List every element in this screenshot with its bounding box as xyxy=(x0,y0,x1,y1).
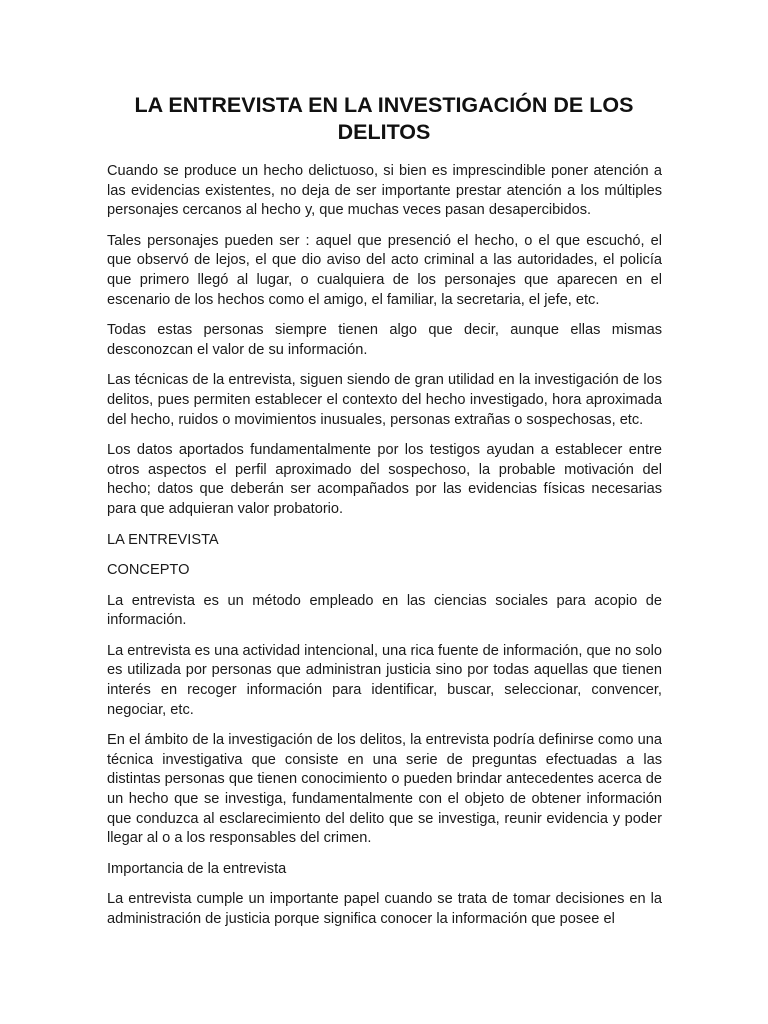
document-body xyxy=(107,162,662,941)
section-heading-entrevista: LA ENTREVISTA xyxy=(107,531,219,548)
section-heading-concepto: CONCEPTO xyxy=(107,562,190,579)
paragraph-tecnicas: Las técnicas de la entrevista, siguen siendo de gran utilidad en la investigación de los delitos, pues permiten establecer el contexto del hecho investigado, hora aproximada del hecho, ruidos o movimientos inusuales, personas extrañas o sospechosas, etc. xyxy=(107,372,662,428)
paragraph-metodo: La entrevista es un método empleado en las ciencias sociales para acopio de información. xyxy=(107,592,662,629)
paragraph-intro: Cuando se produce un hecho delictuoso, si bien es imprescindible poner atención a las evidencias existentes, no deja de ser importante prestar atención a los múltiples personajes cercanos al hecho y, que muchas veces pasan desapercibidos. xyxy=(107,163,662,219)
paragraph-actividad: La entrevista es una actividad intencional, una rica fuente de información, que no solo es utilizada por personas que administran justicia sino por todas aquellas que tienen interés en recoger información para identificar, buscar, seleccionar, convencer, negociar, etc. xyxy=(107,642,662,718)
paragraph-personajes: Tales personajes pueden ser : aquel que presenció el hecho, o el que escuchó, el que observó de lejos, el que dio aviso del acto criminal a las autoridades, el policía que primero llegó al lugar, o cualquiera de los personajes que aparecen en el escenario de los hechos como el amigo, el familiar, la secretaria, el jefe, etc. xyxy=(107,232,662,308)
paragraph-datos: Los datos aportados fundamentalmente por los testigos ayudan a establecer entre otros aspectos el perfil aproximado del sospechoso, la probable motivación del hecho; datos que deberán ser acompañados por las evidencias físicas necesarias para que adquieran valor probatorio. xyxy=(107,442,662,517)
document-title: LA ENTREVISTA EN LA INVESTIGACIÓN DE LOS DELITOS xyxy=(134,93,634,144)
section-heading-importancia: Importancia de la entrevista xyxy=(107,860,287,877)
paragraph-papel: La entrevista cumple un importante papel cuando se trata de tomar decisiones en la administración de justicia porque significa conocer la información que posee el xyxy=(107,891,662,927)
paragraph-ambito: En el ámbito de la investigación de los delitos, la entrevista podría definirse como una técnica investigativa que consiste en una serie de preguntas efectuadas a las distintas personas que tienen conocimiento o pueden brindar antecedentes acerca de un hecho que se investiga, fundamentalmente con el objeto de obtener información que conduzca al esclarecimiento del delito que se investiga, reunir evidencia y poder llegar al o a los responsables del crimen. xyxy=(107,732,662,847)
paragraph-personas: Todas estas personas siempre tienen algo que decir, aunque ellas mismas desconozcan el valor de su información. xyxy=(107,322,662,358)
